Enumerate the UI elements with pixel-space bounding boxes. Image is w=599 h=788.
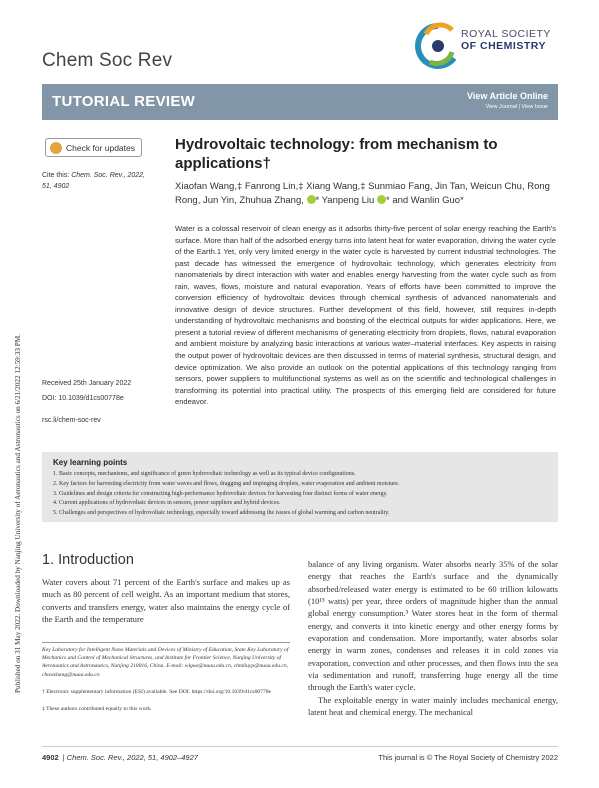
intro-paragraph: balance of any living organism. Water absorbs nearly 35% of the solar energy that reaches the Earth's surface and the dynamically absorbed/released water energy is estimated to be 60 trillion kilowatts (10¹⁵ watts) per year, three orders of magnitude higher than the annual global energy consumption.³ Water stores heat in the form of thermal energy, and converts it into kinetic energy and other energy forms by evaporation and condensation. More importantly, water absorbs solar energy in warm zones, condenses and releases it in cold zones via evaporation, convection and other processes, and then flows into the sea via sedimentation and runoff, transferring huge energy all the time through the Earth's water cycle. bbox=[308, 559, 558, 693]
key-learning-points-box bbox=[42, 452, 558, 522]
authors-part3: * and Wanlin Guo* bbox=[385, 195, 464, 206]
authors-part1: Xiaofan Wang,‡ Fanrong Lin,‡ Xiang Wang,‡ Sunmiao Fang, Jin Tan, Weicun Chu, Rong Rong, Jun Yin, Zhuhua Zhang, bbox=[175, 181, 550, 206]
publisher-line1: ROYAL SOCIETY bbox=[461, 28, 551, 40]
author-list bbox=[175, 180, 555, 208]
check-updates-button[interactable] bbox=[45, 138, 142, 157]
download-notice-text: Published on 31 May 2022. Downloaded by Nanjing University of Aeronautics and Astronautics on 6/21/2022 12:59:33 PM. bbox=[14, 334, 22, 693]
page-number: 4902 bbox=[42, 753, 59, 762]
key-point-item: 2. Key factors for harvesting electricity from water waves and flows, dragging and impinging droplets, water evaporation and ambient moisture. bbox=[53, 480, 400, 487]
received-date: Received 25th January 2022 bbox=[42, 380, 132, 387]
abstract: Water is a colossal reservoir of clean energy as it adsorbs thirty-five percent of solar energy reaching the Earth's surface. More than half of the adsorbed energy turns into latent heat for water evaporation, driving the water cycle of the Earth.1 Yet, only very limited energy in the water cycle is harvested by current industrial technologies. The past decade has witnessed the emergence of hydrovoltaic technology, which generates electricity from nanomaterials by direct interaction with water and enables energy harvesting from the water cycle such as from rain, waves, flows, moisture and natural evaporation. Years of efforts have been committed to improve the conversion efficiency of hydrovoltaic devices through chemical synthesis of advanced nanomaterials and innovative design of device structures. Further development of this field, however, still requires in-depth understanding of hydrovoltaic mechanisms and boosting of the electrical outputs for wider applications. Here, we present a tutorial review of different mechanisms of generating electricity from droplets, flows, natural evaporation and ambient moisture by analyzing basic interactions at various water–material interfaces. Key aspects in raising the output power of hydrovoltaic devices are then discussed in terms of material synthesis, structural design, and device optimization. We also provide an outlook on the potential applications of this technology ranging from sensors, power suppliers to multifunctional systems as well as on the scientific and technological challenges in transforming its potential into practical utility. The prospects of this emerging field are considered for future endeavor. bbox=[175, 224, 556, 407]
check-updates-icon bbox=[50, 142, 62, 154]
doi-link[interactable]: DOI: 10.1039/d1cs00778e bbox=[42, 395, 124, 402]
rsc-logo-icon bbox=[408, 22, 464, 72]
key-point-item: 5. Challenges and perspectives of hydrovoltaic technology, especially toward addressing the issues of global warming and carbon neutrality. bbox=[53, 510, 390, 517]
intro-right-column bbox=[308, 558, 558, 718]
section-heading: 1. Introduction bbox=[42, 552, 134, 568]
article-type-banner bbox=[42, 84, 558, 120]
citation-info bbox=[42, 170, 152, 192]
check-updates-label: Check for updates bbox=[66, 142, 135, 153]
cite-label: Cite this: bbox=[42, 172, 70, 179]
key-point-item: 3. Guidelines and design criteria for constructing high-performance hydrovoltaic devices for harvesting four distinct forms of water energy. bbox=[53, 490, 388, 497]
view-article-online-link[interactable]: View Article Online bbox=[466, 91, 548, 101]
publisher-line2: OF CHEMISTRY bbox=[461, 40, 546, 52]
rsc-journal-link[interactable]: rsc.li/chem-soc-rev bbox=[42, 417, 101, 424]
key-point-item: 1. Basic concepts, mechanisms, and significance of green hydrovoltaic technology as well as its typical device configurations. bbox=[53, 471, 356, 477]
orcid-icon[interactable] bbox=[307, 195, 316, 204]
footer-citation-text: Chem. Soc. Rev., 2022, 51, 4902–4927 bbox=[66, 753, 198, 762]
article-type: TUTORIAL REVIEW bbox=[52, 93, 196, 110]
journal-name: Chem Soc Rev bbox=[42, 50, 173, 71]
key-point-item: 4. Current applications of hydrovoltaic devices in sensors, power suppliers and hybrid devices. bbox=[53, 500, 281, 507]
equal-contribution-note: ‡ These authors contributed equally to this work. bbox=[42, 706, 152, 712]
key-points-list bbox=[53, 470, 547, 519]
download-notice-sidebar bbox=[2, 95, 22, 695]
article-title: Hydrovoltaic technology: from mechanism to applications† bbox=[175, 136, 498, 172]
view-journal-issue-links[interactable]: View Journal | View Issue bbox=[485, 104, 548, 110]
article-history bbox=[42, 376, 162, 428]
esi-note[interactable]: † Electronic supplementary information (ESI) available. See DOI: https://doi.org/10.1039/d1cs00778e bbox=[42, 689, 272, 695]
publisher-name bbox=[461, 28, 551, 52]
footer-copyright: This journal is © The Royal Society of Chemistry 2022 bbox=[378, 753, 558, 762]
authors-part2: * Yanpeng Liu bbox=[315, 195, 375, 206]
key-points-title: Key learning points bbox=[53, 458, 128, 467]
affiliation-note: Key Laboratory for Intelligent Nano Materials and Devices of Ministry of Education, State Key Laboratory of Mechanics and Control of Mechanical Structures, and Institute for Frontier Science, Nanjing University of Aeronautics and Astronautics, Nanjing 210016, China. E-mail: wlguo@nuaa.edu.cn, chmliuyp@nuaa.edu.cn, chuwzhang@nuaa.edu.cn bbox=[42, 647, 289, 678]
intro-left-column: Water covers about 71 percent of the Earth's surface and makes up as much as 80 percent of cell weight. As an important medium that stores, converts and transfers energy, water also maintains the energy cycle of the Earth and the temperature bbox=[42, 577, 290, 625]
footer-divider bbox=[42, 746, 558, 747]
footnote-divider bbox=[42, 642, 290, 643]
intro-paragraph: The exploitable energy in water mainly includes mechanical energy, latent heat and chemical energy. The mechanical bbox=[308, 694, 558, 718]
footer-citation: 4902 | Chem. Soc. Rev., 2022, 51, 4902–4927 bbox=[42, 753, 198, 762]
orcid-icon[interactable] bbox=[377, 195, 386, 204]
cite-text: Chem. Soc. Rev., 2022, 51, 4902 bbox=[42, 172, 145, 190]
